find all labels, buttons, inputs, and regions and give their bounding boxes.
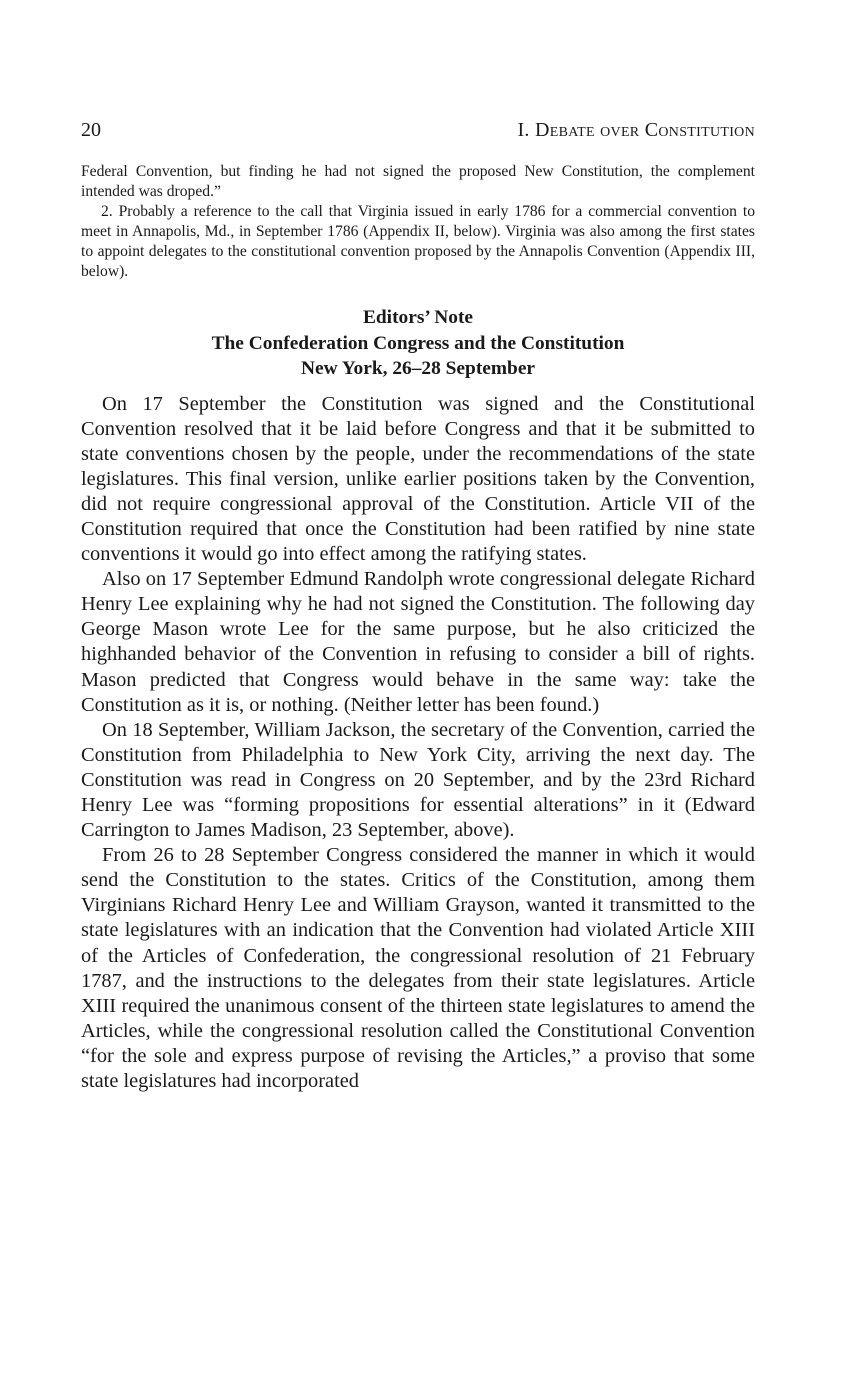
section-title: I. Debate over Constitution [517, 119, 755, 141]
body-paragraph: On 17 September the Constitution was signed and the Constitutional Convention resolved that it be laid before Congress and that it be submitted to state conventions chosen by the people, under the recommendations of the state legislatures. This final version, unlike earlier positions taken by the Convention, did not require congressional approval of the Constitution. Article VII of the Constitution required that once the Constitution had been ratified by nine state conventions it would go into effect among the ratifying states. [81, 392, 755, 566]
running-head [81, 116, 755, 144]
body-paragraph: Also on 17 September Edmund Randolph wrote congressional delegate Richard Henry Lee explaining why he had not signed the Constitution. The following day George Mason wrote Lee for the same purpose, but he also criticized the highhanded behavior of the Convention in refusing to consider a bill of rights. Mason predicted that Congress would behave in the same way: take the Constitution as it is, or nothing. (Neither letter has been found.) [81, 568, 755, 716]
heading-label: Editors’ Note [362, 307, 474, 328]
body-paragraph: From 26 to 28 September Congress considered the manner in which it would send the Constitution to the states. Critics of the Constitution, among them Virginians Richard Henry Lee and William Grayson, wanted it transmitted to the state legislatures with an indication that the Convention had violated Article XIII of the Articles of Confederation, the congressional resolution of 21 February 1787, and the instructions to the delegates from their state legislatures. Article XIII required the unanimous consent of the thirteen state legislatures to amend the Articles, while the congressional resolution called the Constitutional Convention “for the sole and express purpose of revising the Articles,” a proviso that some state legislatures had incorporated [81, 844, 755, 1093]
book-page [81, 116, 755, 1094]
body-paragraph: On 18 September, William Jackson, the secretary of the Convention, carried the Constitution from Philadelphia to New York City, arriving the next day. The Constitution was read in Congress on 20 September, and by the 23rd Richard Henry Lee was “forming propositions for essential alterations” in it (Edward Carrington to James Madison, 23 September, above). [81, 718, 755, 842]
editors-note-body [81, 392, 755, 1095]
page-number: 20 [81, 119, 101, 141]
heading-place-date: New York, 26–28 September [300, 358, 536, 379]
footnotes [81, 162, 755, 282]
footnote-2: 2. Probably a reference to the call that Virginia issued in early 1786 for a commercial convention to meet in Annapolis, Md., in September 1786 (Appendix II, below). Virginia was also among the first states to appoint delegates to the constitutional convention proposed by the Annapolis Convention (Appendix III, below). [81, 203, 755, 280]
editors-note-heading [81, 305, 755, 382]
heading-title: The Confederation Congress and the Constitution [211, 332, 625, 354]
footnote-continuation: Federal Convention, but finding he had not signed the proposed New Constitution, the complement intended was droped.” [81, 163, 755, 200]
